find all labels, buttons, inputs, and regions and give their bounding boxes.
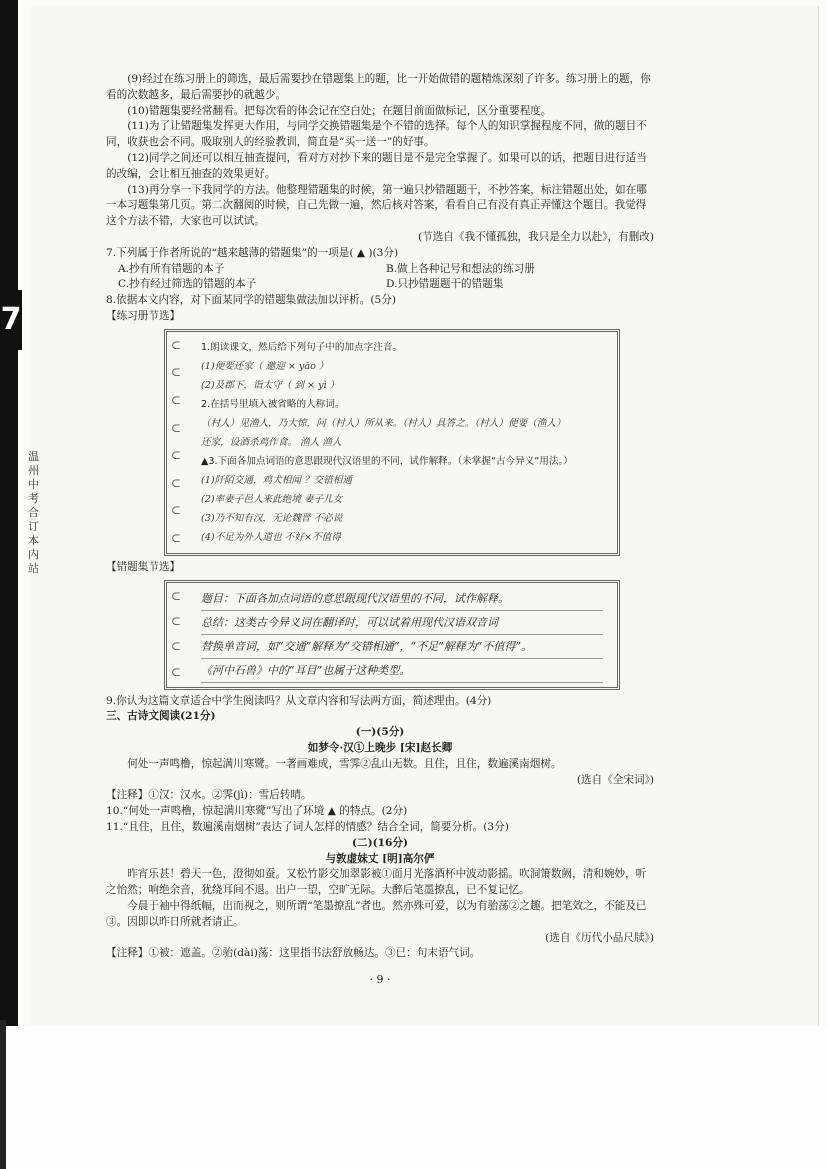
paragraph-13: (13)再分享一下我同学的方法。他整理错题集的时候，第一遍只抄错题题干，不抄答案，标注错题出处，如在哪一本习题集第几页。第二次翻阅的时候，自己先做一遍，然后核对答案，看看自己有没有真正弄懂这个题目。我觉得这个方法不错，大家也可以试试。 bbox=[106, 183, 647, 228]
q7-option-c: C.抄有经过筛选的错题的本子 bbox=[118, 278, 257, 291]
workbook-item-1a: (1)便要还家（ 邀迎 × yāo ） bbox=[201, 360, 329, 372]
notebook-line-3: 替换单音词，如“交通”解释为“交错相通”，“不足”解释为“不值得”。 bbox=[201, 635, 603, 659]
workbook-item-2: 2.在括号里填入被省略的人称词。 bbox=[201, 398, 345, 410]
q7-options bbox=[106, 262, 654, 294]
paragraph-11: (11)为了让错题集发挥更大作用，与同学交换错题集是个不错的选择。每个人的知识掌握程度不同，做的题目不同，收获也会不同。吸取别人的经验教训，简直是“买一送一”的好事。 bbox=[106, 120, 647, 149]
source-note: (节选自《我不懂孤独，我只是全力以赴》，有删改) bbox=[417, 230, 654, 243]
workbook-item-1: 1.朗读课文，然后给下列句子中的加点字注音。 bbox=[201, 341, 403, 353]
notebook-line-4: 《河中石兽》中的“耳目”也属于这种类型。 bbox=[201, 659, 603, 683]
paragraph-12: (12)同学之间还可以相互抽查提问，看对方对抄下来的题目是不是完全掌握了。如果可以的话，把题目进行适当的改编，会让相互抽查的效果更好。 bbox=[106, 151, 647, 180]
workbook-item-3a: (1)阡陌交通，鸡犬相闻 ？交错相通 bbox=[201, 474, 352, 486]
workbook-item-3d: (4)不足为外人道也 不好×不值得 bbox=[201, 531, 341, 543]
page-number: · 9 · bbox=[369, 973, 391, 987]
scan-edge-left bbox=[0, 0, 18, 1169]
vertical-margin-text: 温州中考合订本 内站 bbox=[28, 450, 39, 575]
notebook-excerpt bbox=[164, 580, 620, 690]
paragraph-10: (10)错题集要经常翻看。把每次看的体会记在空白处；在题目前面做标记，区分重要程度。 bbox=[127, 104, 552, 117]
poem-text: 何处一声鸣橹，惊起满川寒鹭。一著画难成，雪霁②乱山无数。且住，且住，数遍溪南烟树。 bbox=[127, 757, 562, 770]
question-9: 9.你认为这篇文章适合中学生阅读吗？从文章内容和写法两方面，简述理由。(4分) bbox=[106, 694, 492, 707]
workbook-item-2a: （村人）见渔人，乃大惊，问（村人）所从来。（村人）具答之。（村人）便要（渔人） bbox=[201, 417, 566, 429]
workbook-excerpt bbox=[164, 329, 620, 556]
prose-note: 【注释】①被：遮盖。②骀(dài)荡：这里指书法舒放畅达。③已：句末语气词。 bbox=[106, 947, 481, 960]
prose-source: (选自《历代小品尺牍》) bbox=[545, 931, 654, 944]
q7-option-d: D.只抄错题题干的错题集 bbox=[386, 278, 504, 291]
workbook-item-2b: 还家，设酒杀鸡作食。 渔人 渔人 bbox=[201, 436, 342, 448]
workbook-item-1b: (2)及郡下，诣太守（ 到 × yì ） bbox=[201, 379, 340, 391]
question-10: 10.“何处一声鸣橹，惊起满川寒鹭”写出了环境 ▲ 的特点。(2分) bbox=[106, 805, 408, 818]
section-heading-3: 三、古诗文阅读(21分) bbox=[106, 710, 216, 723]
q7-option-b: B.做上各种记号和想法的练习册 bbox=[386, 262, 535, 275]
prose-paragraph-1: 昨宵乐甚！碧天一色，澄彻如蚕。又松竹影交加翠影被①面月光落酒杯中波动影摇。吹洞箫数阙，清和婉妙，听之怡然；响绝余音，犹绕耳间不退。出户一望，空旷无际。大醉后笔墨撩乱，已不复记忆。 bbox=[106, 868, 647, 897]
binder-rings: ⊂ ⊂ ⊂ ⊂ ⊂ ⊂ ⊂ ⊂ bbox=[171, 337, 182, 545]
workbook-item-3b: (2)率妻子邑人来此绝境 妻子儿女 bbox=[201, 493, 343, 505]
notebook-rings: ⊂ ⊂ ⊂ ⊂ bbox=[171, 588, 182, 679]
workbook-label: 【练习册节选】 bbox=[106, 309, 181, 322]
page-bottom-blank bbox=[6, 1026, 827, 1169]
page-content bbox=[106, 72, 654, 988]
question-8: 8.依据本文内容，对下面某同学的错题集做法加以评析。(5分) bbox=[106, 294, 396, 307]
poem-part-heading: (一)(5分) bbox=[355, 726, 405, 739]
notebook-line-2: 总结：这类古今异义词在翻译时，可以试着用现代汉语双音词 bbox=[201, 611, 603, 635]
notebook-line-1: 题目：下面各加点词语的意思跟现代汉语里的不同，试作解释。 bbox=[201, 587, 603, 611]
notebook-label: 【错题集节选】 bbox=[106, 560, 181, 573]
q7-option-a: A.抄有所有错题的本子 bbox=[118, 262, 225, 275]
poem-source: (选自《全宋词》) bbox=[576, 773, 654, 786]
question-11: 11.“且住，且住，数遍溪南烟树”表达了词人怎样的情感？结合全词，简要分析。(3分) bbox=[106, 820, 509, 833]
prose-part-heading: (二)(16分) bbox=[352, 836, 408, 849]
poem-title: 如梦令·汉①上晚步 [宋]赵长卿 bbox=[307, 741, 453, 754]
chapter-tab: 7 bbox=[0, 290, 22, 350]
workbook-item-3: ▲3.下面各加点词语的意思跟现代汉语里的不同，试作解释。（未掌握“古今异义”用法。） bbox=[201, 455, 573, 467]
paragraph-9: (9)经过在练习册上的筛选，最后需要抄在错题集上的题，比一开始做错的题精炼深刻了许多。练习册上的题，你看的次数越多，最后需要抄的就越少。 bbox=[106, 73, 651, 101]
prose-paragraph-2: 今晨于袖中得纸幅，出而视之，则所谓“笔墨撩乱”者也。然亦殊可爱，以为有骀荡②之趣。把笔效之，不能及已③。因即以昨日所就者请正。 bbox=[106, 899, 647, 928]
question-7: 7.下列属于作者所说的“越来越薄的错题集”的一项是( ▲ )(3分) bbox=[106, 246, 399, 259]
poem-note: 【注释】①汉：汉水。②霁(jì)：雪后转晴。 bbox=[106, 789, 312, 802]
prose-title: 与敦虚妹丈 [明]高尔俨 bbox=[325, 852, 435, 865]
workbook-item-3c: (3)乃不知有汉，无论魏晋 不必说 bbox=[201, 512, 343, 524]
